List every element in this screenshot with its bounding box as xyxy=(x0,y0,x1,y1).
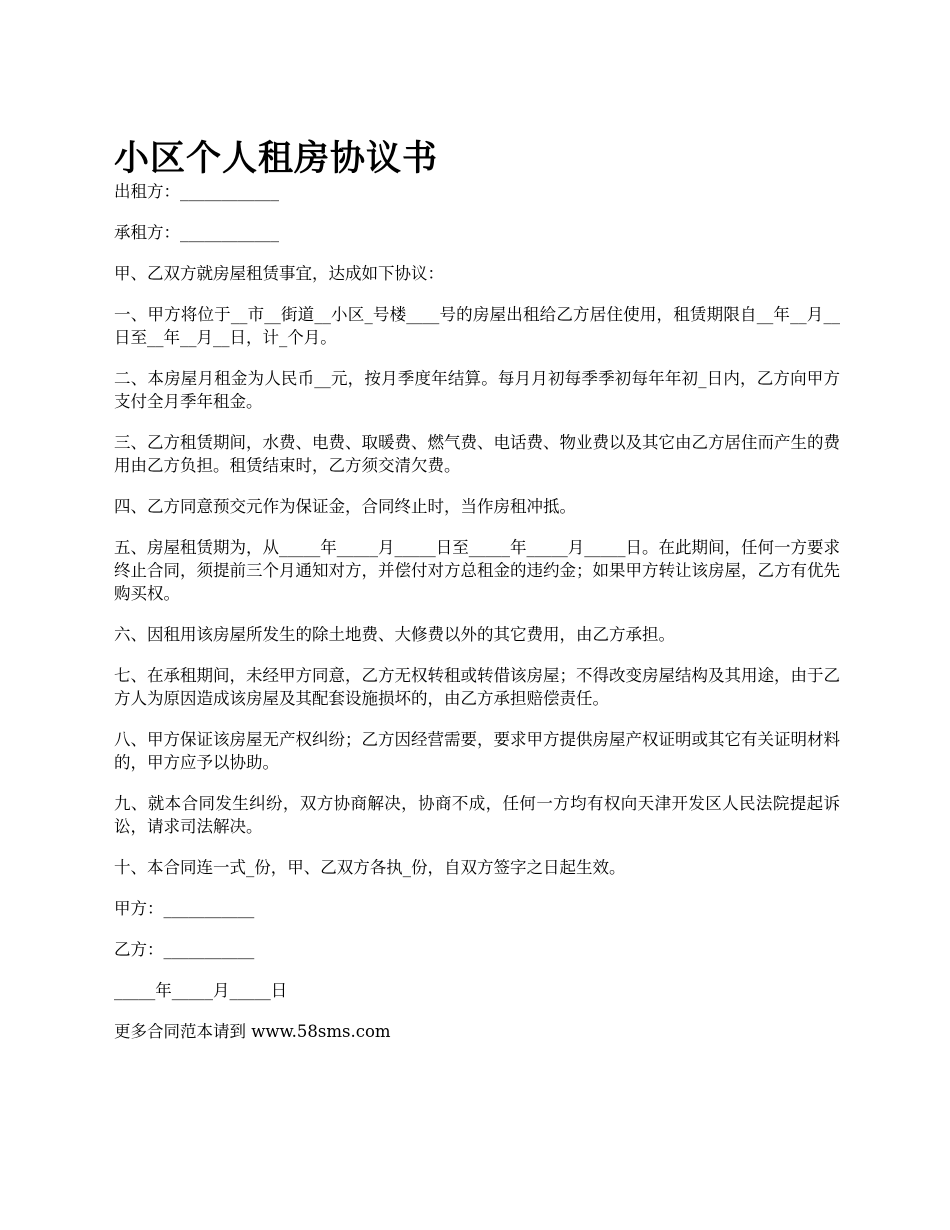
lessor-line: 出租方：____________ xyxy=(114,182,279,201)
lessee-line: 承租方：____________ xyxy=(114,223,279,242)
clause-2: 二、本房屋月租金为人民币__元，按月季度年结算。每月月初每季季初每年年初_日内，乙方向甲方支付全月季年租金。 xyxy=(114,369,840,411)
clause-8: 八、甲方保证该房屋无产权纠纷；乙方因经营需要，要求甲方提供房屋产权证明或其它有关证明材料的，甲方应予以协助。 xyxy=(114,730,840,772)
party-b-signature: 乙方：___________ xyxy=(114,940,255,959)
document-body xyxy=(114,180,840,1061)
clause-10: 十、本合同连一式_份，甲、乙双方各执_份，自双方签字之日起生效。 xyxy=(114,858,626,877)
intro-paragraph: 甲、乙双方就房屋租赁事宜，达成如下协议： xyxy=(114,264,444,283)
clause-9: 九、就本合同发生纠纷，双方协商解决，协商不成，任何一方均有权向天津开发区人民法院提起诉讼，请求司法解决。 xyxy=(114,794,840,836)
clause-5: 五、房屋租赁期为，从_____年_____月_____日至_____年_____月_____日。在此期间，任何一方要求终止合同，须提前三个月通知对方，并偿付对方总租金的违约金；如果甲方转让该房屋，乙方有优先购买权。 xyxy=(114,538,840,603)
clause-7: 七、在承租期间，未经甲方同意，乙方无权转租或转借该房屋；不得改变房屋结构及其用途，由于乙方人为原因造成该房屋及其配套设施损坏的，由乙方承担赔偿责任。 xyxy=(114,666,840,708)
date-line: _____年_____月_____日 xyxy=(114,981,288,1000)
document-title: 小区个人租房协议书 xyxy=(114,138,439,180)
clause-4: 四、乙方同意预交元作为保证金，合同终止时，当作房租冲抵。 xyxy=(114,497,576,516)
clause-6: 六、因租用该房屋所发生的除土地费、大修费以外的其它费用，由乙方承担。 xyxy=(114,625,675,644)
clause-3: 三、乙方租赁期间，水费、电费、取暖费、燃气费、电话费、物业费以及其它由乙方居住而产生的费用由乙方负担。租赁结束时，乙方须交清欠费。 xyxy=(114,433,840,475)
footer-link-text: 更多合同范本请到 www.58sms.com xyxy=(114,1022,391,1041)
party-a-signature: 甲方：___________ xyxy=(114,899,255,918)
clause-1: 一、甲方将位于__市__街道__小区_号楼____号的房屋出租给乙方居住使用，租赁期限自__年__月__日至__年__月__日，计_个月。 xyxy=(114,305,840,347)
